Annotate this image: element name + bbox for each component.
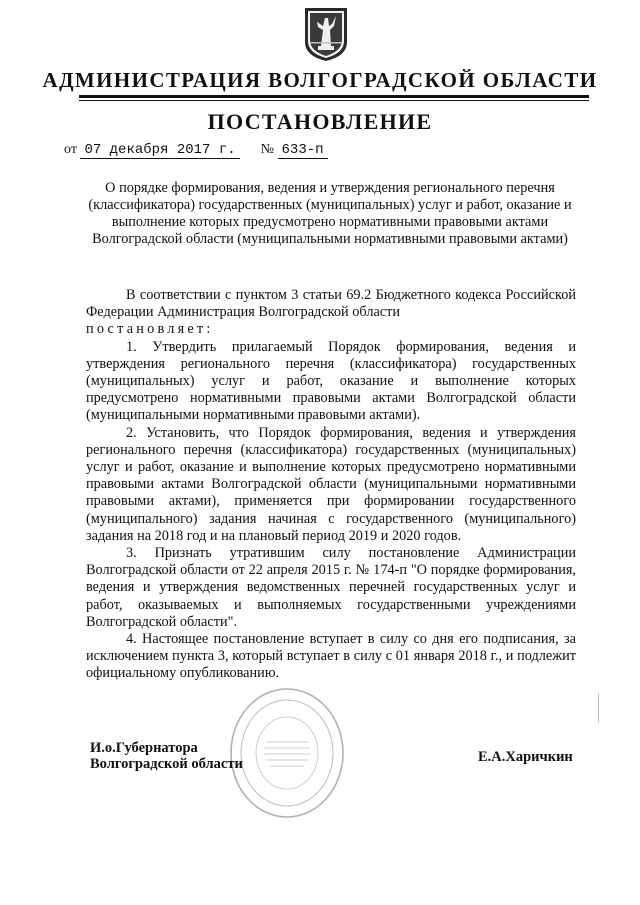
registration-line <box>64 142 328 158</box>
number-label: № <box>260 142 275 157</box>
signer-position <box>90 740 243 772</box>
clause-4: 4. Настоящее постановление вступает в силу со дня его подписания, за исключением пункта 3, который вступает в силу с 01 января 2018 г., и подлежит официальному опубликованию. <box>86 631 576 682</box>
scan-mark <box>598 694 599 722</box>
document-body <box>86 287 576 683</box>
document-number: 633-п <box>278 142 328 159</box>
volgograd-coat-of-arms-icon <box>301 6 351 62</box>
signer-position-line-1: И.о.Губернатора <box>90 740 198 756</box>
date-prefix: от <box>64 142 77 157</box>
clause-3: 3. Признать утратившим силу постановление Администрации Волгоградской области от 22 апреля 2015 г. № 174-п "О порядке формирования, ведения и утверждения ведомственных перечней государственных услуг и работ, оказываемых и выполняемых государственными учреждениями Волгоградской области". <box>86 545 576 630</box>
document-title: ПОСТАНОВЛЕНИЕ <box>207 109 433 134</box>
header-rule-thick <box>79 95 589 98</box>
header-rule-thin <box>79 100 589 101</box>
clause-2: 2. Установить, что Порядок формирования, ведения и утверждения регионального перечня (классификатора) государственных (муниципальных) услуг и работ, оказание и выполнение которых предусмотрено нормативными правовыми актами Волгоградской области (муниципальными нормативными правовыми актами), применяется при формировании государственного (муниципального) задания начиная с государственного (муниципального) задания на 2018 год и на плановый период 2019 и 2020 годов. <box>86 424 576 544</box>
signer-name: Е.А.Харичкин <box>478 749 573 765</box>
document-date: 07 декабря 2017 г. <box>80 142 239 159</box>
issuing-authority: АДМИНИСТРАЦИЯ ВОЛГОГРАДСКОЙ ОБЛАСТИ <box>42 68 598 92</box>
signer-position-line-2: Волгоградской области <box>90 756 243 772</box>
clause-1: 1. Утвердить прилагаемый Порядок формирования, ведения и утверждения регионального перечня (классификатора) государственных (муниципальных) услуг и работ, оказание и выполнение которых предусмотрено нормативными правовыми актами Волгоградской области (муниципальными нормативными правовыми актами). <box>86 338 576 424</box>
document-subject: О порядке формирования, ведения и утверждения регионального перечня (классификатора) государственных (муниципальных) услуг и работ, оказание и выполнение которых предусмотрено нормативными правовыми актами Волгоградской области (муниципальными нормативными правовыми актами) <box>88 180 572 247</box>
official-round-seal-icon <box>228 686 346 820</box>
preamble: В соответствии с пунктом 3 статьи 69.2 Бюджетного кодекса Российской Федерации Администрация Волгоградской области <box>86 287 576 321</box>
decree-word: постановляет: <box>86 321 214 338</box>
